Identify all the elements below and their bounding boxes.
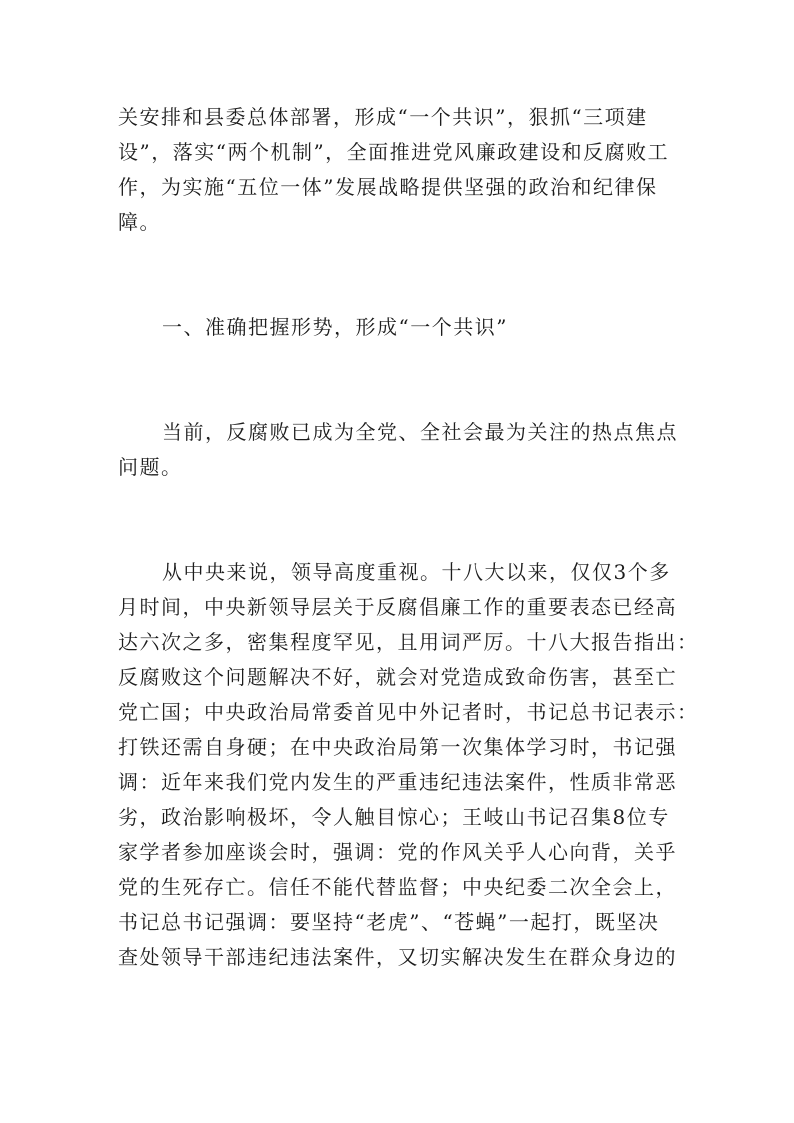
- paragraph-current-situation: [118, 415, 678, 485]
- text-line: 关安排和县委总体部署，形成“一个共识”，狠抓“三项建: [118, 105, 648, 129]
- text-line: 查处领导干部违纪违法案件，又切实解决发生在群众身边的: [118, 945, 677, 969]
- text-line: 家学者参加座谈会时，强调：党的作风关乎人心向背，关乎: [118, 840, 677, 864]
- text-line: 打铁还需自身硬；在中央政治局第一次集体学习时，书记强: [118, 735, 677, 759]
- paragraph-spacer: [118, 485, 678, 520]
- text-line: 月时间，中央新领导层关于反腐倡廉工作的重要表态已经高: [118, 595, 677, 619]
- text-line: 反腐败这个问题解决不好，就会对党造成致命伤害，甚至亡: [118, 665, 677, 689]
- text-line: 调：近年来我们党内发生的严重违纪违法案件，性质非常恶: [118, 770, 677, 794]
- text-line: 障。: [118, 210, 161, 234]
- section-heading: [118, 310, 678, 345]
- text-line: [118, 975, 678, 1010]
- paragraph-spacer: [118, 275, 678, 310]
- text-line: 书记总书记强调：要坚持“老虎”、“苍蝇”一起打，既坚决: [118, 910, 660, 934]
- text-line: 党亡国；中央政治局常委首见中外记者时，书记总书记表示：: [118, 700, 699, 724]
- heading-line: 一、准确把握形势，形成“一个共识”: [162, 315, 508, 339]
- paragraph-spacer: [118, 520, 678, 555]
- text-line: 当前，反腐败已成为全党、全社会最为关注的热点焦点: [162, 420, 678, 444]
- text-line: 达六次之多，密集程度罕见，且用词严厉。十八大报告指出：: [118, 630, 699, 654]
- paragraph-spacer: [118, 345, 678, 380]
- text-line: 作，为实施“五位一体”发展战略提供坚强的政治和纪律保: [118, 175, 658, 199]
- document-body: [118, 100, 699, 1010]
- text-line: 问题。: [118, 455, 183, 479]
- paragraph-central-leadership: [118, 555, 699, 1010]
- paragraph-intro: [118, 100, 678, 240]
- paragraph-spacer: [118, 240, 678, 275]
- text-line: 劣，政治影响极坏，令人触目惊心；王岐山书记召集8位专: [118, 805, 670, 829]
- text-line: 设”，落实“两个机制”，全面推进党风廉政建设和反腐败工: [118, 140, 670, 164]
- text-line: 从中央来说，领导高度重视。十八大以来，仅仅3个多: [162, 560, 671, 584]
- text-line: 党的生死存亡。信任不能代替监督；中央纪委二次全会上，: [118, 875, 677, 899]
- paragraph-spacer: [118, 380, 678, 415]
